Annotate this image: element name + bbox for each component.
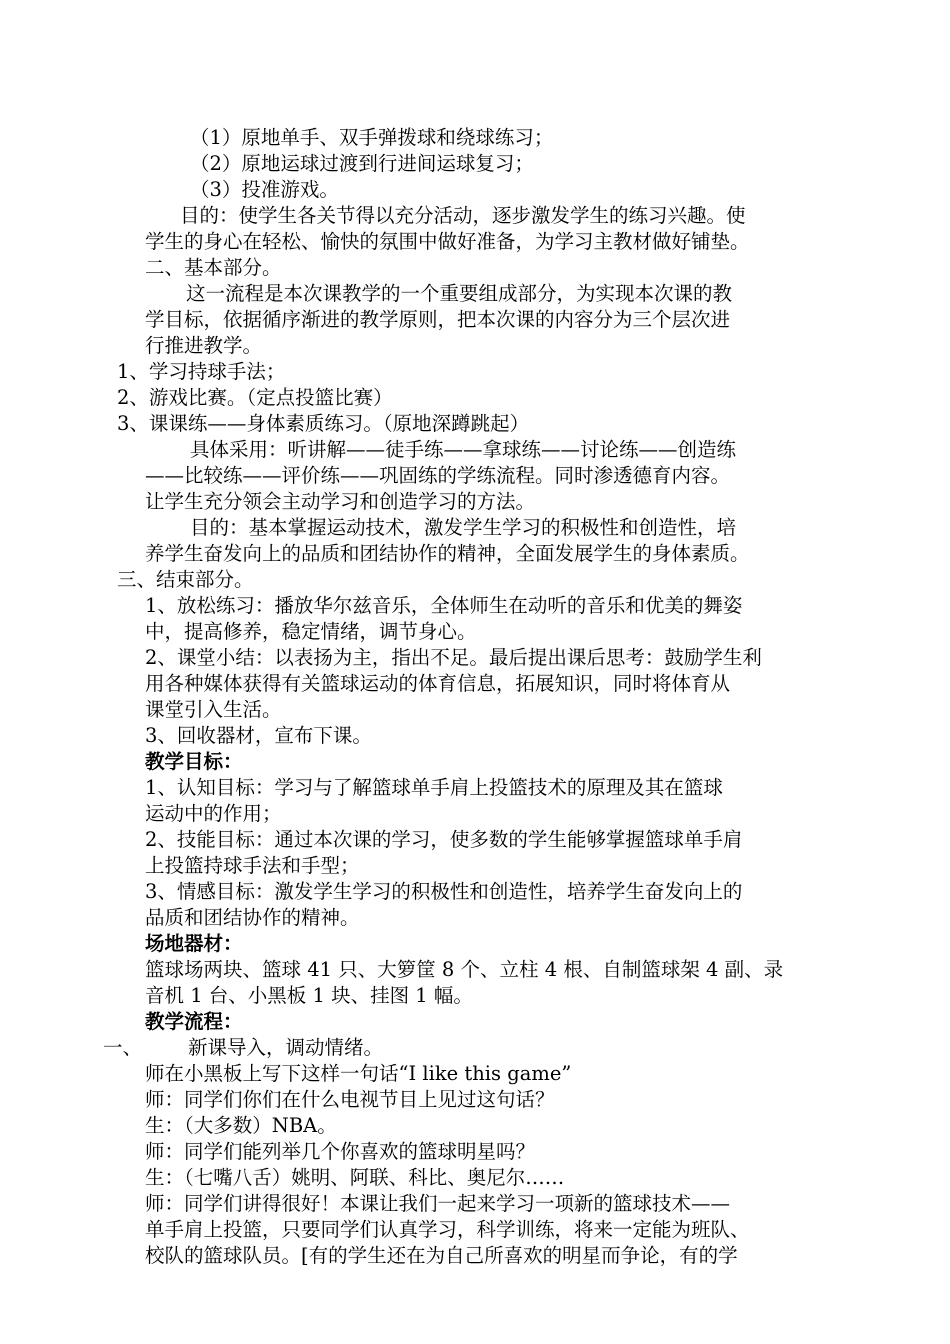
- text-line: 运动中的作用；: [145, 802, 282, 825]
- text-line: 2、课堂小结：以表扬为主，指出不足。最后提出课后思考：鼓励学生利: [145, 646, 762, 669]
- text-line: 师：同学们能列举几个你喜欢的篮球明星吗？: [145, 1140, 536, 1163]
- text-line: 课堂引入生活。: [145, 698, 282, 721]
- text-line: 目的：使学生各关节得以充分活动，逐步激发学生的练习兴趣。使: [180, 204, 746, 227]
- text-line: 行推进教学。: [145, 334, 263, 357]
- text-line: 1、放松练习：播放华尔兹音乐，全体师生在动听的音乐和优美的舞姿: [145, 594, 743, 617]
- text-line: 具体采用：听讲解——徒手练——拿球练——讨论练——创造练: [190, 438, 737, 461]
- text-line: ——比较练——评价练——巩固练的学练流程。同时渗透德育内容。: [145, 464, 731, 487]
- text-line: （3）投准游戏。: [190, 178, 339, 201]
- text-line: 中，提高修养，稳定情绪，调节身心。: [145, 620, 477, 643]
- text-line: 上投篮持球手法和手型；: [145, 854, 360, 877]
- text-line: 篮球场两块、篮球 41 只、大箩筐 8 个、立柱 4 根、自制篮球架 4 副、录: [145, 958, 784, 981]
- text-line: 校队的篮球队员。[有的学生还在为自己所喜欢的明星而争论，有的学: [145, 1244, 738, 1267]
- text-line: 师：同学们你们在什么电视节目上见过这句话？: [145, 1088, 555, 1111]
- text-line: 养学生奋发向上的品质和团结协作的精神，全面发展学生的身体素质。: [145, 542, 750, 565]
- text-line: 生：（大多数）NBA。: [145, 1114, 337, 1137]
- text-line: （2）原地运球过渡到行进间运球复习；: [190, 152, 534, 175]
- text-line: 生：（七嘴八舌）姚明、阿联、科比、奥尼尔……: [145, 1166, 565, 1189]
- text-line: 单手肩上投篮，只要同学们认真学习，科学训练，将来一定能为班队、: [145, 1218, 750, 1241]
- list-item: 1、学习持球手法；: [117, 360, 286, 383]
- bold-heading: 教学目标：: [145, 750, 243, 773]
- bold-heading: 场地器材：: [145, 932, 243, 955]
- text-line: 师在小黑板上写下这样一句话“I like this game”: [145, 1062, 572, 1085]
- text-line: 学生的身心在轻松、愉快的氛围中做好准备，为学习主教材做好铺垫。: [145, 230, 750, 253]
- list-item: 3、课课练——身体素质练习。（原地深蹲跳起）: [117, 412, 530, 435]
- text-line: 这一流程是本次课教学的一个重要组成部分，为实现本次课的教: [186, 282, 733, 305]
- text-line: 目的：基本掌握运动技术，激发学生学习的积极性和创造性，培: [190, 516, 737, 539]
- text-line: 2、技能目标：通过本次课的学习，使多数的学生能够掌握篮球单手肩: [145, 828, 743, 851]
- text-line: 师：同学们讲得很好！本课让我们一起来学习一项新的篮球技术——: [145, 1192, 731, 1215]
- text-line: 1、认知目标：学习与了解篮球单手肩上投篮技术的原理及其在篮球: [145, 776, 723, 799]
- section-heading: 三、结束部分。: [117, 568, 254, 591]
- text-line: 用各种媒体获得有关篮球运动的体育信息，拓展知识，同时将体育从: [145, 672, 731, 695]
- text-line: 学目标，依据循序渐进的教学原则，把本次课的内容分为三个层次进: [145, 308, 731, 331]
- text-line: 品质和团结协作的精神。: [145, 906, 360, 929]
- text-line: 3、回收器材，宣布下课。: [145, 724, 372, 747]
- text-line: 3、情感目标：激发学生学习的积极性和创造性，培养学生奋发向上的: [145, 880, 743, 903]
- bold-heading: 教学流程：: [145, 1010, 243, 1033]
- section-heading: 二、基本部分。: [145, 256, 282, 279]
- text-line: 新课导入，调动情绪。: [188, 1036, 384, 1059]
- text-line: 让学生充分领会主动学习和创造学习的方法。: [145, 490, 536, 513]
- text-line: 音机 1 台、小黑板 1 块、挂图 1 幅。: [145, 984, 473, 1007]
- list-item: 2、游戏比赛。（定点投篮比赛）: [117, 386, 393, 409]
- text-line: （1）原地单手、双手弹拨球和绕球练习；: [190, 126, 554, 149]
- list-number: 一、: [103, 1036, 143, 1059]
